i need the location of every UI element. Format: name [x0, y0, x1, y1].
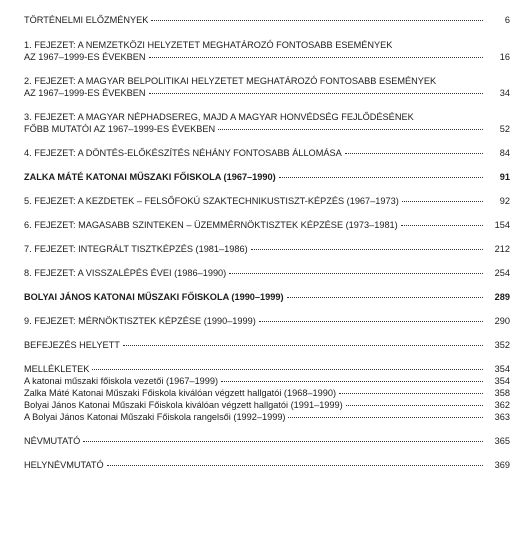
entry-title: 7. FEJEZET: INTEGRÁLT TISZTKÉPZÉS (1981–1986) [24, 244, 248, 254]
dot-leader [259, 321, 483, 322]
entry-spacer [24, 327, 510, 339]
entry-spacer [24, 447, 510, 459]
toc-entry[interactable] [24, 363, 510, 423]
toc-line [24, 459, 510, 471]
toc-line [24, 291, 510, 303]
entry-title: Bolyai János Katonai Műszaki Főiskola kiválóan végzett hallgatói (1991–1999) [24, 400, 343, 410]
page-number: 92 [499, 196, 510, 206]
dot-leader [339, 393, 483, 394]
dot-leader [151, 20, 483, 21]
toc-line [24, 267, 510, 279]
entry-title: AZ 1967–1999-ES ÉVEKBEN [24, 88, 146, 98]
entry-title: Zalka Máté Katonai Műszaki Főiskola kiválóan végzett hallgatói (1968–1990) [24, 388, 337, 398]
toc-line [24, 14, 510, 26]
toc-line [24, 51, 510, 63]
toc-line [24, 243, 510, 255]
page-number: 358 [494, 388, 510, 398]
toc-entry[interactable] [24, 435, 510, 447]
dot-leader [287, 297, 483, 298]
entry-title: 8. FEJEZET: A VISSZALÉPÉS ÉVEI (1986–1990) [24, 268, 227, 278]
dot-leader [345, 153, 483, 154]
dot-leader [221, 381, 483, 382]
entry-spacer [24, 63, 510, 75]
toc-entry[interactable] [24, 14, 510, 26]
page-number: 363 [494, 412, 510, 422]
dot-leader [123, 345, 483, 346]
page-number: 34 [499, 88, 510, 98]
entry-title: MELLÉKLETEK [24, 364, 90, 374]
page-number: 154 [494, 220, 510, 230]
entry-spacer [24, 303, 510, 315]
dot-leader [346, 405, 483, 406]
toc-entry[interactable] [24, 315, 510, 327]
dot-leader [401, 225, 483, 226]
entry-spacer [24, 423, 510, 435]
dot-leader [218, 129, 483, 130]
page-number: 290 [494, 316, 510, 326]
toc-subentry [24, 399, 510, 411]
toc-line [24, 87, 510, 99]
entry-spacer [24, 207, 510, 219]
dot-leader [288, 417, 483, 418]
page-number: 289 [494, 292, 510, 302]
entry-title: A Bolyai János Katonai Műszaki Főiskola rangelsői (1992–1999) [24, 412, 286, 422]
entry-title: ZALKA MÁTÉ KATONAI MŰSZAKI FŐISKOLA (1967–1990) [24, 172, 276, 182]
toc-entry[interactable] [24, 459, 510, 471]
toc-line [24, 435, 510, 447]
dot-leader [107, 465, 483, 466]
toc-entry[interactable] [24, 75, 510, 99]
entry-title: 3. FEJEZET: A MAGYAR NÉPHADSEREG, MAJD A MAGYAR HONVÉDSÉG FEJLŐDÉSÉNEK [24, 112, 414, 122]
entry-title: BEFEJEZÉS HELYETT [24, 340, 120, 350]
toc-line [24, 111, 510, 123]
page-number: 365 [494, 436, 510, 446]
dot-leader [279, 177, 483, 178]
entry-spacer [24, 26, 510, 39]
dot-leader [149, 57, 483, 58]
page-number: 354 [494, 364, 510, 374]
toc-entry[interactable] [24, 267, 510, 279]
toc-line [24, 171, 510, 183]
entry-spacer [24, 351, 510, 363]
toc-line [24, 339, 510, 351]
toc-entry[interactable] [24, 219, 510, 231]
page-number: 369 [494, 460, 510, 470]
page-number: 91 [499, 172, 510, 182]
toc-entry[interactable] [24, 195, 510, 207]
page-number: 254 [494, 268, 510, 278]
entry-title: 5. FEJEZET: A KEZDETEK – FELSŐFOKÚ SZAKTECHNIKUSTISZT-KÉPZÉS (1967–1973) [24, 196, 399, 206]
entry-spacer [24, 231, 510, 243]
page-number: 52 [499, 124, 510, 134]
entry-spacer [24, 135, 510, 147]
page-number: 84 [499, 148, 510, 158]
entry-spacer [24, 183, 510, 195]
toc-entry[interactable] [24, 171, 510, 183]
toc-entry[interactable] [24, 291, 510, 303]
dot-leader [402, 201, 483, 202]
entry-title: TÖRTÉNELMI ELŐZMÉNYEK [24, 15, 149, 25]
page-number: 6 [504, 15, 510, 25]
page-number: 212 [494, 244, 510, 254]
toc-line [24, 363, 510, 375]
dot-leader [251, 249, 483, 250]
dot-leader [229, 273, 483, 274]
dot-leader [149, 93, 483, 94]
toc-entry[interactable] [24, 39, 510, 63]
toc-line [24, 123, 510, 135]
entry-title: BOLYAI JÁNOS KATONAI MŰSZAKI FŐISKOLA (1990–1999) [24, 292, 284, 302]
toc-line [24, 75, 510, 87]
page-number: 16 [499, 52, 510, 62]
page-number: 354 [494, 376, 510, 386]
dot-leader [92, 369, 483, 370]
entry-spacer [24, 279, 510, 291]
dot-leader [83, 441, 483, 442]
toc-entry[interactable] [24, 147, 510, 159]
toc-line [24, 195, 510, 207]
toc-line [24, 39, 510, 51]
entry-title: 2. FEJEZET: A MAGYAR BELPOLITIKAI HELYZETET MEGHATÁROZÓ FONTOSABB ESEMÉNYEK [24, 76, 437, 86]
entry-title: NÉVMUTATÓ [24, 436, 81, 446]
entry-title: 9. FEJEZET: MÉRNÖKTISZTEK KÉPZÉSE (1990–1999) [24, 316, 256, 326]
entry-title: AZ 1967–1999-ES ÉVEKBEN [24, 52, 146, 62]
entry-title: 1. FEJEZET: A NEMZETKÖZI HELYZETET MEGHATÁROZÓ FONTOSABB ESEMÉNYEK [24, 40, 393, 50]
page-number: 352 [494, 340, 510, 350]
entry-title: HELYNÉVMUTATÓ [24, 460, 104, 470]
entry-title: 4. FEJEZET: A DÖNTÉS-ELŐKÉSZÍTÉS NÉHÁNY FONTOSABB ÁLLOMÁSA [24, 148, 342, 158]
toc-entry[interactable] [24, 111, 510, 135]
toc-subentry [24, 387, 510, 399]
toc-subentry [24, 411, 510, 423]
entry-title: 6. FEJEZET: MAGASABB SZINTEKEN – ÜZEMMÉRNÖKTISZTEK KÉPZÉSE (1973–1981) [24, 220, 398, 230]
toc-entry[interactable] [24, 243, 510, 255]
entry-spacer [24, 99, 510, 111]
toc-line [24, 219, 510, 231]
toc-subentry [24, 375, 510, 387]
toc-line [24, 315, 510, 327]
entry-title: A katonai műszaki főiskola vezetői (1967–1999) [24, 376, 219, 386]
table-of-contents [24, 14, 510, 471]
page-number: 362 [494, 400, 510, 410]
entry-spacer [24, 159, 510, 171]
entry-spacer [24, 255, 510, 267]
toc-line [24, 147, 510, 159]
entry-title: FŐBB MUTATÓI AZ 1967–1999-ES ÉVEKBEN [24, 124, 216, 134]
toc-entry[interactable] [24, 339, 510, 351]
